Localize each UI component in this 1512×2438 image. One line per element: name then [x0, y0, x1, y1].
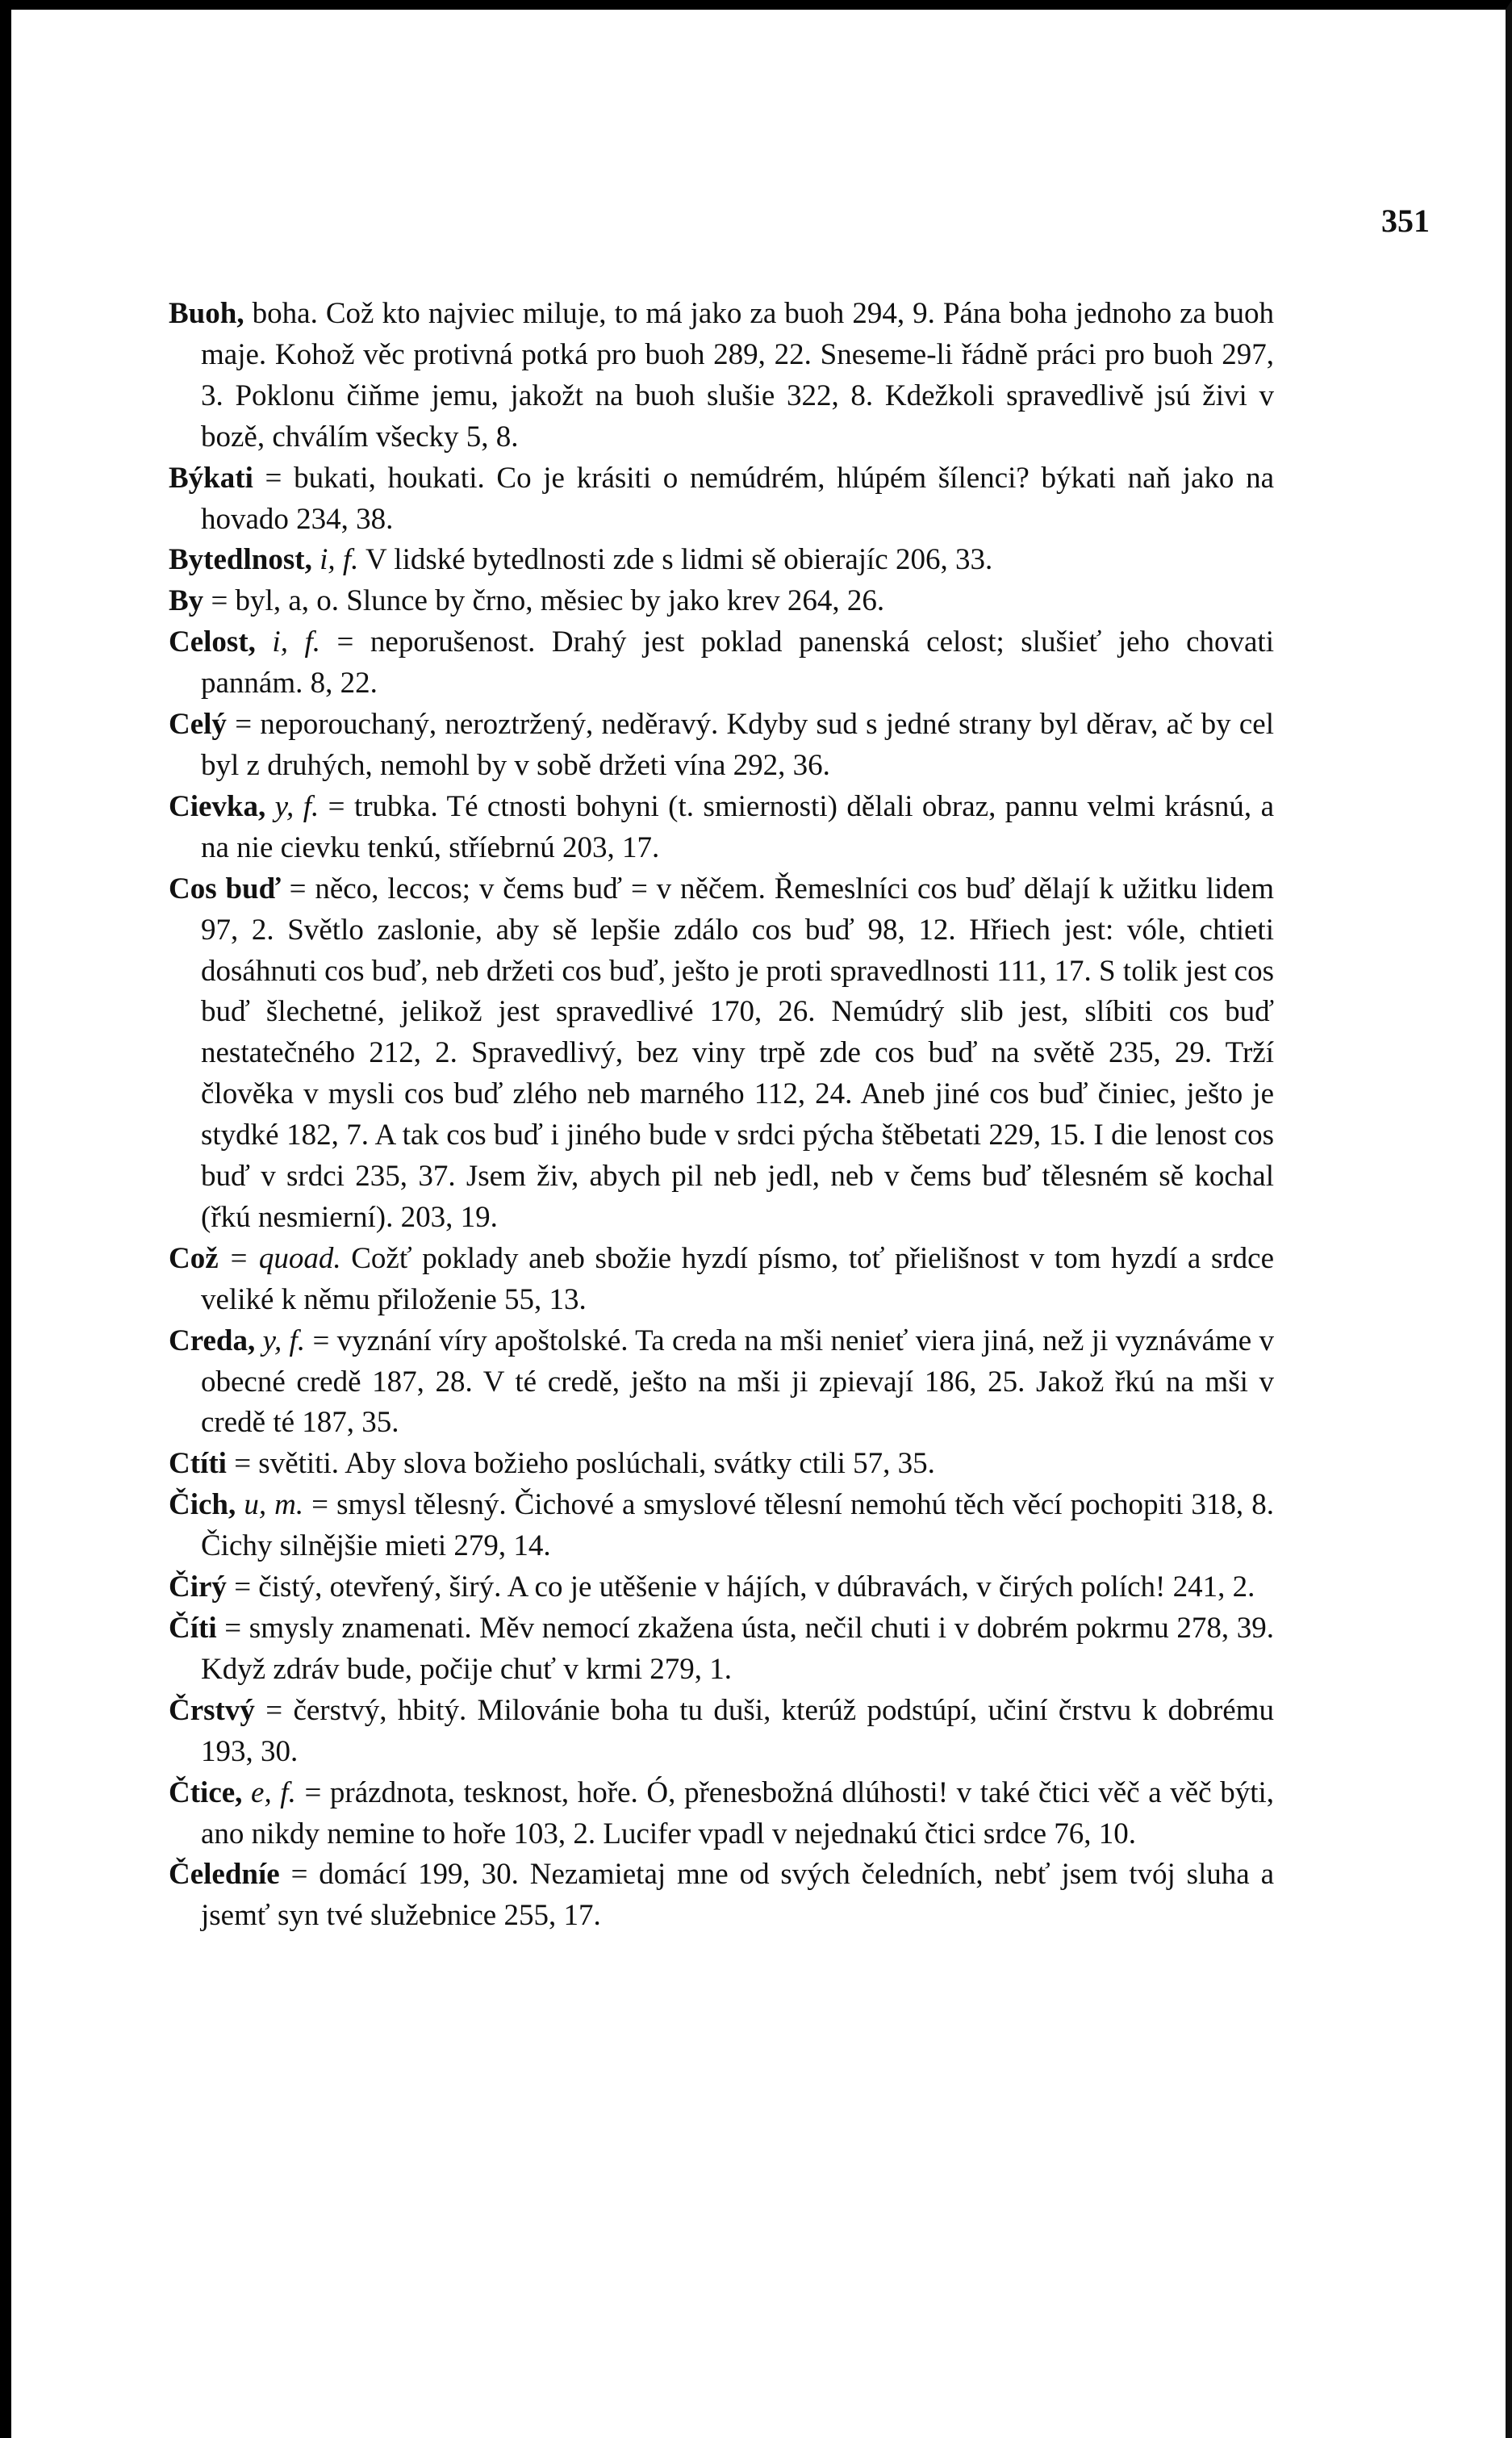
entry-headword: Bytedlnost,	[169, 543, 312, 577]
glossary-entry	[169, 294, 1274, 458]
entry-headword: Celý	[169, 708, 227, 742]
entry-headword: Črstvý	[169, 1693, 255, 1727]
entry-text: = prázdnota, tesknost, hoře. Ó, přenesbožná dlúhosti! v také čtici věč a věč býti, ano nikdy nemine to hoře 103, 2. Lucifer vpadl v nejednakú čtici srdce 76, 10.	[201, 1775, 1275, 1850]
entry-text: = smysl tělesný. Čichové a smyslové tělesní nemohú těch věcí pochopiti 318, 8. Čichy silnějšie mieti 279, 14.	[201, 1488, 1274, 1563]
entry-grammar: = quoad.	[228, 1241, 341, 1275]
entry-headword: Číti	[169, 1612, 217, 1645]
entry-headword: Což	[169, 1241, 219, 1275]
glossary-entries	[169, 294, 1274, 1937]
entry-text: V lidské bytedlnosti zde s lidmi sě obierajíc 206, 33.	[365, 543, 993, 577]
glossary-entry	[169, 1444, 1274, 1485]
glossary-entry	[169, 1239, 1274, 1321]
entry-grammar: y, f.	[262, 1324, 306, 1357]
glossary-entry	[169, 1485, 1274, 1567]
entry-text: = vyznání víry apoštolské. Ta creda na mši nenieť viera jiná, než ji vyznáváme v obecné credě 187, 28. V té credě, ješto na mši ji zpievají 186, 25. Jakož řkú na mši v credě té 187, 35.	[201, 1324, 1274, 1440]
entry-headword: Ctíti	[169, 1447, 227, 1481]
entry-text: = bukati, houkati. Co je krásiti o nemúdrém, hlúpém šílenci? býkati naň jako na hovado 234, 38.	[201, 461, 1275, 536]
entry-headword: Čeledníe	[169, 1858, 280, 1892]
glossary-entry	[169, 581, 1274, 622]
entry-text: = byl, a, o. Slunce by črno, měsiec by jako krev 264, 26.	[211, 584, 885, 618]
entry-text: = neporušenost. Drahý jest poklad panenská celost; slušieť jeho chovati pannám. 8, 22.	[201, 625, 1274, 700]
entry-grammar: y, f.	[274, 789, 320, 823]
glossary-entry	[169, 1608, 1274, 1691]
entry-grammar: e, f.	[251, 1775, 296, 1809]
entry-headword: Buoh,	[169, 297, 244, 330]
entry-text: = domácí 199, 30. Nezamietaj mne od svých čeledních, nebť jsem tvój sluha a jsemť syn tvé služebnice 255, 17.	[201, 1858, 1274, 1933]
entry-headword: Čich,	[169, 1488, 236, 1522]
entry-headword: Celost,	[169, 625, 256, 659]
glossary-entry	[169, 705, 1274, 787]
glossary-entry	[169, 787, 1274, 869]
glossary-entry	[169, 458, 1274, 541]
glossary-entry	[169, 1773, 1274, 1855]
glossary-entry	[169, 622, 1274, 705]
entry-grammar: i, f.	[320, 543, 359, 577]
entry-text: boha. Což kto najviec miluje, to má jako za buoh 294, 9. Pána boha jednoho za buoh maje. Kohož věc protivná potká pro buoh 289, 22. Sneseme-li řádně práci pro buoh 297, 3. Poklonu čiňme jemu, jakožt na buoh slušie 322, 8. Kdežkoli spravedlivě jsú živi v bozě, chválím všecky 5, 8.	[201, 297, 1275, 454]
entry-headword: Čirý	[169, 1570, 227, 1604]
entry-text: Cožť poklady aneb sbožie hyzdí písmo, toť přielišnost v tom hyzdí a srdce veliké k němu přiloženie 55, 13.	[201, 1241, 1275, 1316]
entry-headword: Čtice,	[169, 1775, 243, 1809]
entry-headword: Creda,	[169, 1324, 256, 1357]
entry-headword: Býkati	[169, 461, 253, 495]
entry-text: = smysly znamenati. Měv nemocí zkažena ústa, nečil chuti i v dobrém pokrmu 278, 39. Když zdráv bude, počije chuť v krmi 279, 1.	[201, 1612, 1275, 1686]
glossary-entry	[169, 1691, 1274, 1773]
glossary-entry	[169, 1321, 1274, 1445]
page-number: 351	[1381, 203, 1430, 239]
glossary-entry	[169, 1855, 1274, 1937]
entry-text: = světiti. Aby slova božieho poslúchali, svátky ctili 57, 35.	[234, 1447, 935, 1481]
entry-headword: By	[169, 584, 204, 618]
entry-headword: Cievka,	[169, 789, 266, 823]
glossary-entry	[169, 1567, 1274, 1608]
entry-text: = neporouchaný, neroztržený, neděravý. Kdyby sud s jedné strany byl děrav, ač by cel byl z druhých, nemohl by v sobě držeti vína 292, 36.	[201, 708, 1275, 782]
entry-headword: Cos buď	[169, 872, 281, 905]
entry-text: = čistý, otevřený, širý. A co je utěšenie v hájích, v dúbravách, v čirých polích! 241, 2.	[234, 1570, 1255, 1604]
entry-text: = něco, leccos; v čems buď = v něčem. Řemeslníci cos buď dělají k užitku lidem 97, 2. Světlo zaslonie, aby sě lepšie zdálo cos buď 98, 12. Hřiech jest: vóle, chtieti dosáhnuti cos buď, neb držeti cos buď, ješto je proti spravedlnosti 111, 17. S tolik jest cos buď šlechetné, jelikož jest spravedlivé 170, 26. Nemúdrý slib jest, slíbiti cos buď nestatečného 212, 2. Spravedlivý, bez viny trpě zde cos buď na světě 235, 29. Trží člověka v mysli cos buď zlého neb marného 112, 24. Aneb jiné cos buď činiec, ješto je stydké 182, 7. A tak cos buď i jiného bude v srdci pýcha štěbetati 229, 15. I die lenost cos buď v srdci 235, 37. Jsem živ, abych pil neb jedl, neb v čems buď tělesném sě kochal (řkú nesmierní). 203, 19.	[201, 872, 1275, 1234]
glossary-entry	[169, 869, 1274, 1239]
entry-grammar: u, m.	[244, 1488, 304, 1522]
entry-grammar: i, f.	[272, 625, 320, 659]
entry-text: = trubka. Té ctnosti bohyni (t. smiernosti) dělali obraz, pannu velmi krásnú, a na nie cievku tenkú, stříebrnú 203, 17.	[201, 789, 1275, 864]
entry-text: = čerstvý, hbitý. Milovánie boha tu duši, kterúž podstúpí, učiní črstvu k dobrému 193, 30.	[201, 1693, 1274, 1768]
glossary-entry	[169, 540, 1274, 581]
